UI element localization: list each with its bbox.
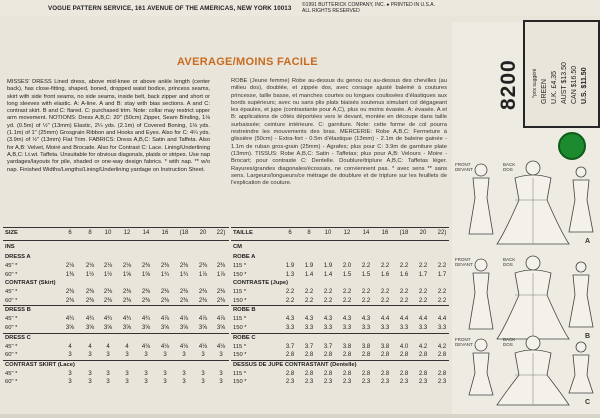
description-french: ROBE (Jeune femme) Robe au-dessus du genou ou au-dessus des chevilles (au milieu dos), doublée, et zippée dos, avec corsage ajusté baleiné à coutures princesse, taille basse, et manches courtes ou longues coulissées d'élastiques aux bords supérieurs; avec ou sans plis plats biaisés soutenus simulant col dégageant les épaules, et jupe (contrastante pour A,C), plus ou moins évasée. A: évasée. A et B: applications de côtés déportées vers le devant, montée en découpe dans taille surbaissée; ceinture intérieure. C: garniture. Note: cette forme de col pourra restreindre les mouvements des bras. MERCERIE: Robe A,B,C: Fermeture à glissière (50cm) - Extra-fort - 0.5m d'élastique (13mm) - 2.1m de baleine gainée - 1.1m de ruban gros-grain (25mm) - Agrafes; plus pour C: 3.9m de garniture plate (13mm). TISSUS: Robe A,B,C: Satin - Taffetas; plus pour A,B: Velours - Moire - Brocart; pour contraste C: Dentelle. Doublure/triplure A,B,C: Taffetas léger. Rayures/grandes diagonales/écossais, ne conviennent pas. * avec sens ** sans sens. Largeurs/longueurs/ce métrage de doublure et de triplure sur les feuillets de l'explication de couture.: [231, 78, 447, 187]
en-cell: 2⅜: [160, 289, 170, 296]
en-row-label: 60" *: [5, 325, 18, 331]
en-cell: 3: [163, 370, 167, 377]
fr-row-label: ROBE B: [233, 307, 256, 314]
fr-cell: 4.4: [418, 316, 428, 323]
en-cell: 2⅜: [141, 289, 151, 296]
en-cell: 3: [219, 352, 223, 359]
fr-cell: 2.3: [437, 379, 447, 386]
fr-size-1: 8: [307, 230, 311, 236]
en-cell: 4¾: [85, 316, 95, 323]
en-cell: 4⅞: [216, 316, 226, 323]
en-cell: 3: [106, 352, 110, 359]
price-2: AUST $13.50: [561, 62, 568, 104]
en-cell: 2⅜: [103, 289, 113, 296]
fr-cell: 4.3: [323, 316, 333, 323]
fr-cell: 2.2: [323, 289, 333, 296]
en-cell: 2⅜: [141, 297, 151, 304]
en-row-label: 45" *: [5, 370, 18, 377]
en-cell: 2⅜: [216, 263, 226, 269]
fr-row-label: 115 *: [233, 316, 247, 323]
en-cell: 4⅛: [160, 343, 170, 350]
fr-cell: 4.4: [399, 316, 409, 323]
en-cell: 1⅝: [122, 271, 132, 278]
en-cell: 1⅞: [216, 271, 226, 278]
en-size-label: SIZE: [5, 230, 18, 236]
en-cell: 4⅞: [198, 316, 208, 323]
fr-size-3: 12: [343, 230, 351, 236]
en-cell: 4⅛: [216, 343, 226, 350]
table-divider: [3, 333, 229, 334]
fr-cell: 2.8: [361, 370, 371, 377]
en-cell: 4¾: [141, 316, 151, 323]
fr-row-label: 115 *: [233, 370, 247, 377]
en-cell: 3: [88, 352, 92, 359]
table-divider: [231, 240, 449, 241]
fr-cell: 3.3: [418, 325, 428, 331]
fr-cell: 2.8: [399, 370, 409, 377]
en-cell: 3⅝: [65, 325, 75, 331]
en-size-8: 22): [216, 230, 226, 236]
en-cell: 3: [68, 352, 72, 359]
en-cell: 2⅜: [65, 297, 75, 304]
fr-cell: 2.2: [399, 297, 409, 304]
fr-cell: 1.7: [418, 271, 428, 278]
fr-row-label: 150 *: [233, 325, 247, 331]
view-front-label: FRONT DEVANT: [455, 257, 473, 267]
table-divider: [3, 240, 229, 241]
en-cell: 1⅜: [65, 271, 75, 278]
fr-size-2: 10: [324, 230, 332, 236]
en-cell: 2⅜: [198, 297, 208, 304]
pattern-number: 8200: [497, 59, 520, 110]
fr-row-label: 150 *: [233, 352, 247, 359]
price-3: U.K. £4.35: [551, 70, 558, 104]
fr-cell: 3.3: [304, 325, 314, 331]
fr-cell: 4.3: [285, 316, 295, 323]
fr-cell: 2.2: [323, 297, 333, 304]
en-unit: INS: [5, 244, 15, 250]
fr-cell: 4.3: [342, 316, 352, 323]
en-cell: 3: [106, 379, 110, 386]
fr-cell: 2.3: [304, 379, 314, 386]
fr-cell: 1.6: [380, 271, 390, 278]
price-note: *prix suggéré: [532, 68, 538, 98]
fr-cell: 4.3: [304, 316, 314, 323]
fr-cell: 2.3: [380, 379, 390, 386]
en-cell: 3: [88, 370, 92, 377]
en-row-label: DRESS C: [5, 334, 31, 341]
en-cell: 4⅛: [179, 343, 189, 350]
en-cell: 3: [182, 352, 186, 359]
en-row-label: 45" *: [5, 316, 18, 323]
en-cell: 4: [106, 343, 110, 350]
en-cell: 3: [163, 379, 167, 386]
fr-size-5: 16: [381, 230, 389, 236]
en-cell: 3: [201, 370, 205, 377]
en-cell: 2⅜: [216, 289, 226, 296]
view-front-label: FRONT DEVANT: [455, 337, 473, 347]
en-cell: 3: [68, 370, 72, 377]
en-row-label: 60" *: [5, 271, 18, 278]
en-cell: 2⅜: [85, 289, 95, 296]
en-cell: 2⅜: [198, 289, 208, 296]
en-cell: 3: [219, 370, 223, 377]
fr-cell: 4.3: [361, 316, 371, 323]
view-letter: C: [585, 399, 591, 406]
en-cell: 2⅜: [160, 263, 170, 269]
fr-cell: 2.2: [285, 289, 295, 296]
fr-cell: 2.8: [380, 370, 390, 377]
fr-cell: 2.2: [361, 263, 371, 269]
en-size-7: 20: [199, 230, 207, 236]
fr-cell: 2.2: [437, 297, 447, 304]
en-cell: 2⅜: [85, 297, 95, 304]
fr-cell: 2.8: [323, 370, 333, 377]
fr-cell: 3.3: [323, 325, 333, 331]
en-row-label: 60" *: [5, 352, 18, 359]
table-divider: [3, 360, 229, 361]
fr-cell: 1.5: [342, 271, 352, 278]
en-cell: 2⅛: [103, 263, 113, 269]
fr-cell: 1.5: [361, 271, 371, 278]
en-cell: 1½: [85, 271, 95, 278]
fr-cell: 1.4: [304, 271, 314, 278]
en-size-5: 16: [161, 230, 169, 236]
fr-cell: 2.8: [437, 370, 447, 377]
en-cell: 1⅞: [198, 271, 208, 278]
en-cell: 3: [106, 370, 110, 377]
en-cell: 3⅝: [103, 325, 113, 331]
view-letter: B: [585, 333, 591, 340]
fr-cell: 2.2: [418, 297, 428, 304]
en-row-label: DRESS A: [5, 254, 31, 260]
view-letter: A: [585, 238, 591, 245]
en-size-1: 8: [88, 230, 92, 236]
fr-row-label: CONTRASTE (Jupe): [233, 280, 289, 287]
fr-cell: 2.2: [380, 289, 390, 296]
fr-row-label: 115 *: [233, 263, 247, 269]
fr-cell: 4.4: [380, 316, 390, 323]
fr-cell: 2.8: [342, 352, 352, 359]
en-cell: 4⅞: [160, 316, 170, 323]
fr-cell: 2.2: [380, 297, 390, 304]
en-cell: 2⅜: [122, 289, 132, 296]
fr-cell: 2.8: [418, 352, 428, 359]
en-cell: 2⅜: [122, 297, 132, 304]
skill-level: AVERAGE/MOINS FACILE: [177, 56, 318, 68]
table-divider: [3, 305, 229, 306]
table-divider: [231, 360, 449, 361]
table-divider: [231, 333, 449, 334]
fr-size-0: 6: [288, 230, 292, 236]
view-back-label: BACK DOS: [503, 257, 516, 267]
en-cell: 1¾: [160, 271, 170, 278]
table-divider: [231, 305, 449, 306]
en-cell: 4⅛: [141, 343, 151, 350]
view-back-label: BACK DOS: [503, 162, 516, 172]
fr-row-label: DESSUS DE JUPE CONTRASTANT (Dentelle): [233, 361, 357, 368]
fr-size-7: 20: [419, 230, 427, 236]
fr-cell: 1.4: [323, 271, 333, 278]
price-0: U.S. $11.50: [581, 67, 588, 104]
en-cell: 3: [201, 379, 205, 386]
fr-cell: 2.3: [323, 379, 333, 386]
view-A: [453, 160, 599, 252]
fr-cell: 4.2: [437, 343, 447, 350]
en-size-2: 10: [104, 230, 112, 236]
fr-row-label: 115 *: [233, 343, 247, 350]
en-cell: 3⅝: [198, 325, 208, 331]
en-cell: 3: [201, 352, 205, 359]
en-cell: 2⅜: [65, 289, 75, 296]
en-cell: 4¾: [122, 316, 132, 323]
fr-row-label: 150 *: [233, 271, 247, 278]
en-cell: 2⅜: [216, 297, 226, 304]
en-cell: 3: [163, 352, 167, 359]
en-cell: 3: [144, 352, 148, 359]
table-divider: [3, 227, 229, 228]
fr-cell: 2.2: [418, 289, 428, 296]
en-cell: 2⅜: [160, 297, 170, 304]
fr-unit: CM: [233, 244, 243, 250]
fr-size-8: 22): [437, 230, 447, 236]
fr-cell: 3.3: [342, 325, 352, 331]
view-C: [453, 335, 599, 413]
fr-cell: 2.2: [304, 297, 314, 304]
fr-row-label: ROBE C: [233, 334, 256, 341]
fr-cell: 3.3: [285, 325, 295, 331]
table-divider: [231, 227, 449, 228]
fr-size-6: (18: [399, 230, 409, 236]
fr-cell: 3.7: [285, 343, 295, 350]
en-size-3: 12: [123, 230, 131, 236]
fr-cell: 2.2: [437, 289, 447, 296]
fr-cell: 2.2: [361, 297, 371, 304]
en-cell: 4¾: [103, 316, 113, 323]
en-cell: 4: [125, 343, 129, 350]
en-cell: 4¾: [65, 316, 75, 323]
en-size-0: 6: [68, 230, 72, 236]
fr-cell: 1.9: [304, 263, 314, 269]
price-4: GREEN: [541, 79, 548, 104]
en-cell: 3: [125, 379, 129, 386]
copyright: ©1991 BUTTERICK COMPANY, INC. ● PRINTED IN U.S.A. ALL RIGHTS RESERVED: [302, 2, 435, 14]
fr-cell: 4.0: [399, 343, 409, 350]
fr-cell: 2.2: [380, 263, 390, 269]
fr-cell: 2.3: [285, 379, 295, 386]
fr-cell: 2.8: [304, 352, 314, 359]
fr-cell: 2.8: [323, 352, 333, 359]
fr-cell: 4.4: [437, 316, 447, 323]
description-english: MISSES' DRESS Lined dress, above mid-knee or above ankle length (center back), has close-fitting, shaped, boned, dropped waist bodice, princess seams, skirt with side front seams, no side seams, inside belt, back zipper and short or long sleeves with elastic. A: A-line. A and B: stay with bias sections. A and C: contrast skirt. B and C: flared. C: purchased trim. Note: collar may restrict upper arm movement. NOTIONS: Dress A,B,C: 20" (50cm) Zipper, Seam Binding, 1⅛ yd. (0.5m) of ½" (13mm) Elastic, 2¼ yds. (2.1m) of Covered Boning, 1⅛ yds. (1.1m) of 1" (25mm) Grosgrain Ribbon and Hooks and Eyes. Also for C: 4¼ yds. (3.9m) of ½" (13mm) Flat Trim. FABRICS: Dress A,B,C: Satin and Taffeta. Also for A,B: Velvet, Moiré and Brocade. Also for Contrast C: Lace. Lining/Underlining A,B,C: Lt.wt. Taffeta. Unsuitable for obvious diagonals, plaids or stripes. Use nap yardages/layouts for pile, shaded or one-way design fabrics. * with nap. ** w/o nap. Finished Widths/Lengths/Lining/Underlining yardage on Instruction Sheet.: [7, 79, 210, 173]
fr-cell: 2.2: [304, 289, 314, 296]
en-cell: 1½: [103, 271, 113, 278]
en-cell: 2⅜: [198, 263, 208, 269]
en-cell: 3: [144, 379, 148, 386]
en-cell: 2⅜: [141, 263, 151, 269]
en-cell: 3⅝: [216, 325, 226, 331]
fr-row-label: 150 *: [233, 297, 247, 304]
price-1: CAN $16.50: [571, 65, 578, 104]
en-size-6: (18: [179, 230, 189, 236]
fr-cell: 3.8: [342, 343, 352, 350]
fr-cell: 2.8: [342, 370, 352, 377]
fr-cell: 2.0: [342, 263, 352, 269]
fr-cell: 2.2: [399, 289, 409, 296]
fr-cell: 2.8: [285, 352, 295, 359]
fr-cell: 3.3: [437, 325, 447, 331]
en-cell: 2⅜: [103, 297, 113, 304]
fr-cell: 2.2: [361, 289, 371, 296]
fr-cell: 1.9: [323, 263, 333, 269]
en-cell: 4: [88, 343, 92, 350]
fr-cell: 2.8: [418, 370, 428, 377]
en-cell: 3⅝: [141, 325, 151, 331]
fr-cell: 3.8: [380, 343, 390, 350]
fr-cell: 3.7: [304, 343, 314, 350]
en-cell: 2⅛: [65, 263, 75, 269]
en-cell: 4: [68, 343, 72, 350]
fr-cell: 2.2: [437, 263, 447, 269]
fr-size-4: 14: [362, 230, 370, 236]
en-cell: 3: [125, 352, 129, 359]
en-cell: 3⅝: [85, 325, 95, 331]
fr-cell: 2.3: [399, 379, 409, 386]
en-cell: 4⅞: [179, 316, 189, 323]
en-cell: 1⅝: [141, 271, 151, 278]
en-cell: 3: [144, 370, 148, 377]
en-row-label: 45" *: [5, 343, 18, 350]
fr-cell: 2.8: [285, 370, 295, 377]
fr-cell: 2.3: [418, 379, 428, 386]
fr-cell: 2.2: [285, 297, 295, 304]
company-address: VOGUE PATTERN SERVICE, 161 AVENUE OF THE AMERICAS, NEW YORK 10013: [48, 5, 292, 12]
en-cell: 3: [219, 379, 223, 386]
fr-cell: 3.3: [380, 325, 390, 331]
en-cell: 3: [125, 370, 129, 377]
en-cell: 3: [182, 370, 186, 377]
fr-cell: 2.3: [342, 379, 352, 386]
en-row-label: 60" *: [5, 297, 18, 304]
fr-size-label: TAILLE: [233, 230, 253, 236]
en-row-label: 45" *: [5, 289, 18, 296]
en-size-4: 14: [142, 230, 150, 236]
en-cell: 4⅛: [198, 343, 208, 350]
fr-row-label: ROBE A: [233, 254, 256, 260]
en-row-label: 60" *: [5, 379, 18, 386]
fr-cell: 4.2: [418, 343, 428, 350]
en-cell: 2⅜: [179, 289, 189, 296]
fr-cell: 1.7: [437, 271, 447, 278]
fr-cell: 2.8: [380, 352, 390, 359]
view-back-label: BACK DOS: [503, 337, 516, 347]
en-row-label: CONTRAST SKIRT (Lace): [5, 361, 75, 368]
fr-cell: 2.2: [342, 289, 352, 296]
en-cell: 3⅝: [179, 325, 189, 331]
fr-cell: 2.2: [399, 263, 409, 269]
green-circle-badge: [558, 132, 586, 160]
en-cell: 2⅛: [122, 263, 132, 269]
fr-cell: 3.3: [361, 325, 371, 331]
view-front-label: FRONT DEVANT: [455, 162, 473, 172]
en-row-label: CONTRAST (Skirt): [5, 280, 56, 287]
fr-cell: 1.9: [285, 263, 295, 269]
en-cell: 2⅜: [179, 297, 189, 304]
en-cell: 3: [68, 379, 72, 386]
en-row-label: 45" *: [5, 263, 18, 269]
fr-cell: 2.2: [418, 263, 428, 269]
en-cell: 3: [88, 379, 92, 386]
fr-cell: 1.3: [285, 271, 295, 278]
en-row-label: DRESS B: [5, 307, 31, 314]
en-cell: 3: [182, 379, 186, 386]
fr-cell: 3.3: [399, 325, 409, 331]
view-B: [453, 255, 599, 347]
fr-cell: 2.3: [361, 379, 371, 386]
fr-row-label: 150 *: [233, 379, 247, 386]
en-cell: 3⅝: [160, 325, 170, 331]
fr-cell: 1.6: [399, 271, 409, 278]
fr-cell: 2.8: [361, 352, 371, 359]
en-cell: 2⅛: [85, 263, 95, 269]
fr-row-label: 115 *: [233, 289, 247, 296]
fr-cell: 3.7: [323, 343, 333, 350]
fr-cell: 2.8: [399, 352, 409, 359]
fr-cell: 2.8: [437, 352, 447, 359]
en-cell: 2⅜: [179, 263, 189, 269]
en-cell: 3⅝: [122, 325, 132, 331]
header-bar: [0, 0, 600, 16]
fr-cell: 2.2: [342, 297, 352, 304]
fr-cell: 2.8: [304, 370, 314, 377]
fr-cell: 3.8: [361, 343, 371, 350]
en-cell: 1¾: [179, 271, 189, 278]
